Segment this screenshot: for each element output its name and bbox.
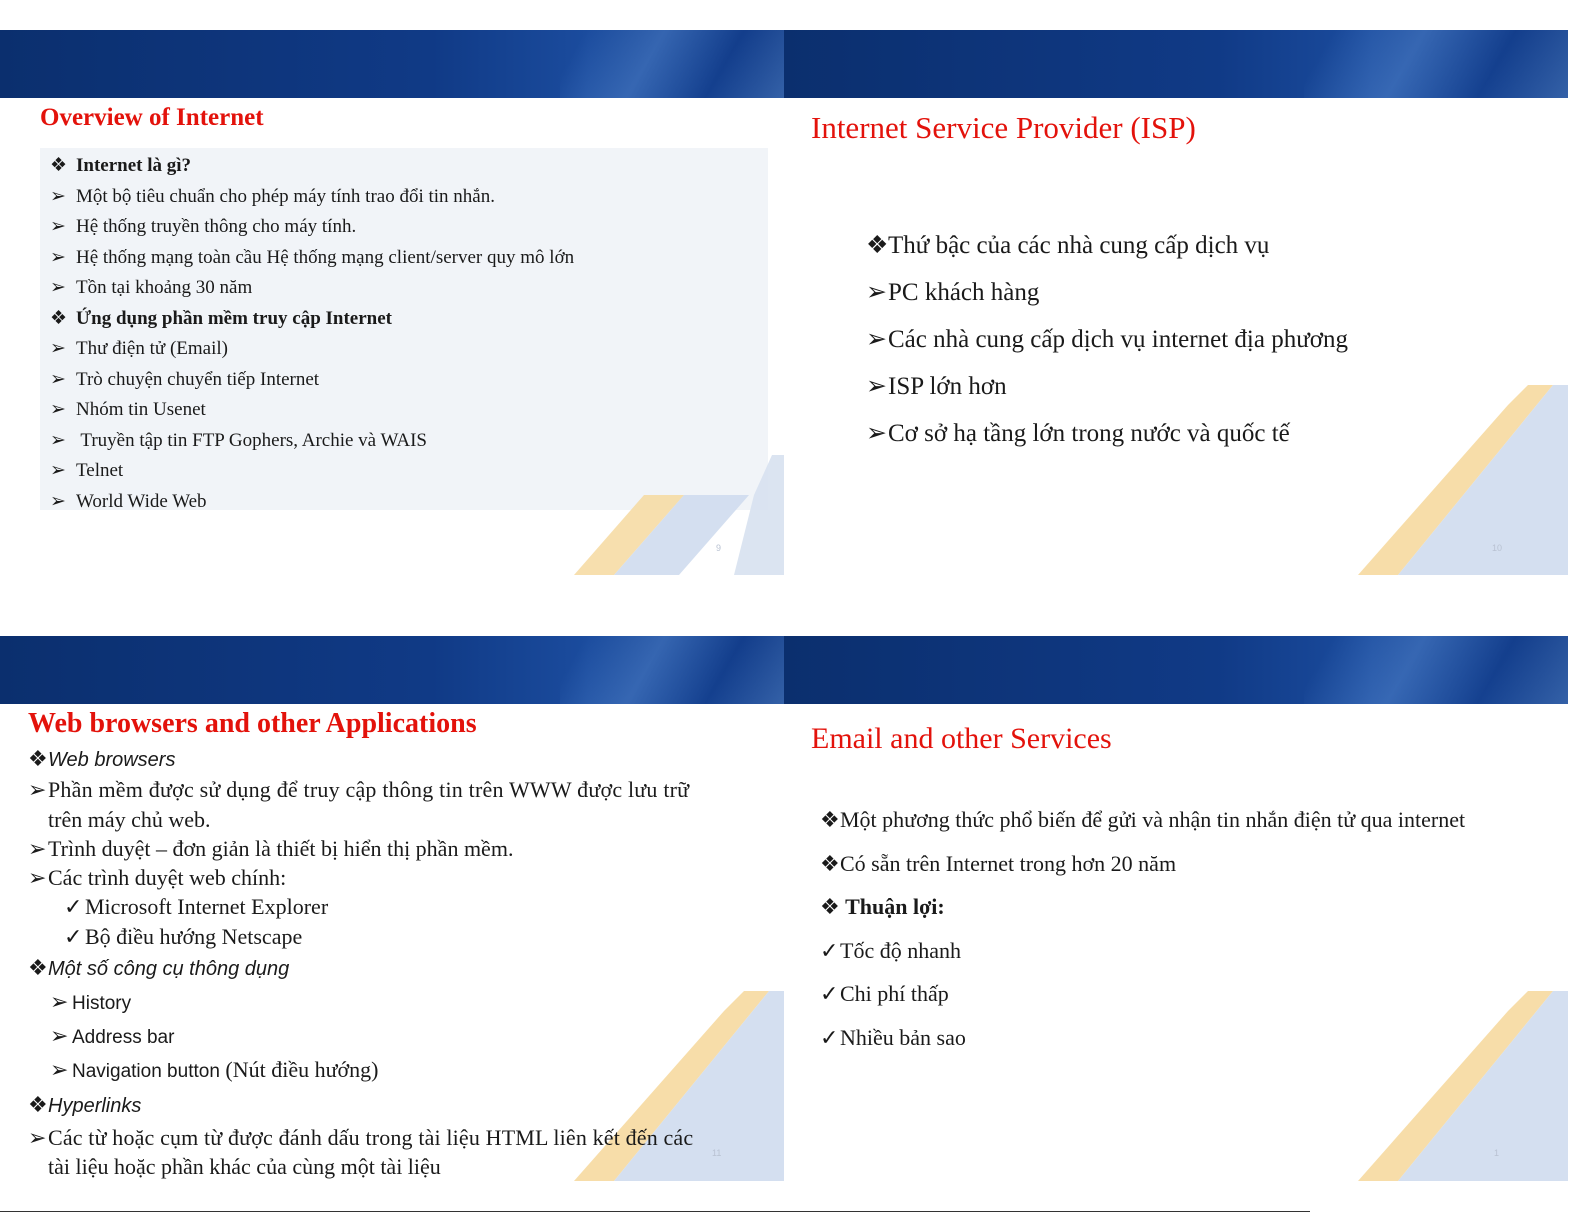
- bullet-text: Một phương thức phổ biến để gửi và nhận tin nhắn điện tử qua internet: [840, 807, 1466, 832]
- bullet-marker: ❖: [28, 746, 48, 771]
- arrow-marker: ➢: [50, 460, 66, 481]
- bullet-line: [50, 243, 574, 274]
- corner-stripes-decoration: [1358, 385, 1568, 575]
- check-icon: ✓: [64, 923, 83, 949]
- bullet-marker: ❖: [50, 155, 68, 176]
- bullet-text: Navigation button: [72, 1061, 220, 1083]
- bullet-text: Tồn tại khoảng 30 năm: [76, 277, 253, 298]
- slide-title: Overview of Internet: [40, 104, 264, 131]
- bullet-text: Bộ điều hướng Netscape: [85, 923, 303, 949]
- bullet-line: [820, 885, 1465, 929]
- page-number: 10: [1492, 543, 1503, 553]
- arrow-marker: ➢: [50, 1057, 69, 1083]
- bullet-line: [50, 365, 574, 396]
- bullet-line: [28, 744, 693, 775]
- bullet-text: Web browsers: [48, 749, 176, 771]
- bullet-text: PC khách hàng: [888, 279, 1040, 306]
- bullet-line: [50, 182, 574, 213]
- arrow-marker: ➢: [50, 246, 66, 268]
- page-bottom-rule: [0, 1211, 1310, 1212]
- bullet-text: ISP lớn hơn: [888, 373, 1007, 400]
- bullet-text: tài liệu hoặc phần khác của cùng một tài liệu: [48, 1154, 441, 1180]
- slide-title: Email and other Services: [811, 722, 1112, 755]
- bullet-line: [50, 273, 574, 304]
- bullet-text: Thư điện tử (Email): [76, 338, 228, 359]
- arrow-marker: ➢: [866, 373, 887, 400]
- bullet-line: [28, 805, 693, 834]
- check-icon: ✓: [820, 1024, 839, 1050]
- slide-banner: [0, 636, 784, 704]
- arrow-marker: ➢: [50, 399, 66, 420]
- bullet-text: Hệ thống truyền thông cho máy tính.: [76, 216, 357, 237]
- bullet-text: Nhóm tin Usenet: [76, 399, 206, 420]
- bullet-list: [28, 744, 693, 1181]
- bullet-line: [820, 798, 1465, 842]
- slide-email-services: [784, 636, 1568, 1181]
- bullet-text: Chi phí thấp: [840, 981, 949, 1006]
- slide-internet-service-provider: [784, 30, 1568, 575]
- slide-web-browsers: [0, 636, 784, 1181]
- bullet-list: [50, 151, 574, 517]
- arrow-marker: ➢: [50, 989, 69, 1015]
- slide-title: Internet Service Provider (ISP): [811, 110, 1196, 145]
- arrow-marker: ➢: [28, 1125, 47, 1151]
- arrow-marker: ➢: [50, 1023, 69, 1049]
- bullet-text: Có sẵn trên Internet trong hơn 20 năm: [840, 850, 1177, 876]
- bullet-line: [28, 834, 693, 863]
- bullet-text: Một bộ tiêu chuẩn cho phép máy tính trao đổi tin nhắn.: [76, 185, 495, 207]
- bullet-line: [50, 212, 574, 243]
- slide-banner: [784, 30, 1568, 98]
- arrow-marker: ➢: [28, 865, 47, 891]
- bullet-text: World Wide Web: [76, 490, 207, 512]
- arrow-marker: ➢: [50, 490, 66, 512]
- bullet-line: [820, 929, 1465, 973]
- bullet-text: Ứng dụng phần mềm truy cập Internet: [76, 307, 392, 329]
- arrow-marker: ➢: [28, 777, 47, 803]
- bullet-text: Các từ hoặc cụm từ được đánh dấu trong tài liệu HTML liên kết đến các: [48, 1125, 694, 1151]
- arrow-marker: ➢: [866, 420, 887, 447]
- bullet-text: Telnet: [76, 460, 124, 481]
- page-number: 9: [716, 543, 722, 553]
- bullet-line: [866, 316, 1348, 363]
- bullet-line: [866, 410, 1348, 457]
- bullet-text: Phần mềm được sử dụng để truy cập thông tin trên WWW được lưu trữ: [48, 777, 690, 803]
- slide-overview-of-internet: [0, 30, 784, 575]
- bullet-marker: ❖: [820, 850, 840, 876]
- bullet-line: [28, 951, 693, 986]
- bullet-line: [28, 1123, 693, 1152]
- arrow-marker: ➢: [50, 216, 66, 237]
- corner-stripes-decoration: [1358, 991, 1568, 1181]
- bullet-line: [50, 334, 574, 365]
- bullet-line: [820, 842, 1465, 886]
- bullet-line: [28, 1088, 693, 1123]
- page-number: 1: [1494, 1148, 1500, 1158]
- bullet-line: [28, 1020, 693, 1054]
- bullet-text: Truyền tập tin FTP Gophers, Archie và WAIS: [76, 429, 427, 451]
- arrow-marker: ➢: [28, 835, 47, 861]
- bullet-line: [28, 775, 693, 804]
- bullet-suffix: (Nút điều hướng): [219, 1057, 379, 1083]
- bullet-line: [50, 151, 574, 182]
- bullet-text: Một số công cụ thông dụng: [48, 958, 290, 981]
- bullet-line: [28, 922, 693, 951]
- bullet-line: [866, 269, 1348, 316]
- bullet-text: Thứ bậc của các nhà cung cấp dịch vụ: [888, 232, 1270, 259]
- bullet-text: Hyperlinks: [48, 1095, 142, 1118]
- arrow-marker: ➢: [50, 277, 66, 298]
- bullet-line: [28, 892, 693, 921]
- arrow-marker: ➢: [50, 429, 66, 451]
- bullet-line: [28, 863, 693, 892]
- slide-banner: [0, 30, 784, 98]
- slide-title: Web browsers and other Applications: [28, 708, 477, 739]
- bullet-text: Tốc độ nhanh: [840, 937, 961, 963]
- bullet-line: [50, 426, 574, 457]
- check-icon: ✓: [820, 937, 839, 963]
- check-icon: ✓: [820, 981, 839, 1006]
- bullet-text: Microsoft Internet Explorer: [85, 894, 329, 920]
- bullet-line: [866, 222, 1348, 269]
- bullet-text: History: [72, 993, 132, 1015]
- bullet-marker: ❖: [866, 232, 889, 259]
- bullet-text: Các nhà cung cấp dịch vụ internet địa phương: [888, 326, 1348, 353]
- bullet-marker: ❖: [50, 307, 68, 329]
- bullet-text: Trò chuyện chuyển tiếp Internet: [76, 368, 320, 390]
- bullet-text: Address bar: [72, 1027, 175, 1049]
- bullet-line: [28, 1054, 693, 1088]
- bullet-text: Trình duyệt – đơn giản là thiết bị hiển thị phần mềm.: [48, 835, 514, 861]
- bullet-text: Nhiều bản sao: [840, 1024, 966, 1050]
- corner-stripes-decoration: [574, 385, 784, 575]
- bullet-text: Thuận lợi:: [840, 894, 945, 919]
- bullet-line: [50, 456, 574, 487]
- page-number: 11: [712, 1148, 722, 1158]
- bullet-marker: ❖: [28, 1092, 48, 1118]
- bullet-line: [28, 986, 693, 1020]
- bullet-marker: ❖: [820, 894, 840, 919]
- check-icon: ✓: [64, 894, 83, 920]
- bullet-text: trên máy chủ web.: [48, 806, 211, 832]
- bullet-line: [50, 304, 574, 335]
- bullet-list: [866, 222, 1348, 457]
- arrow-marker: ➢: [866, 326, 887, 353]
- bullet-text: Cơ sở hạ tầng lớn trong nước và quốc tế: [888, 420, 1290, 447]
- arrow-marker: ➢: [866, 279, 887, 306]
- bullet-text: Internet là gì?: [76, 155, 192, 176]
- bullet-line: [50, 487, 574, 518]
- bullet-text: Các trình duyệt web chính:: [48, 865, 287, 891]
- arrow-marker: ➢: [50, 368, 66, 390]
- arrow-marker: ➢: [50, 185, 66, 207]
- bullet-line: [28, 1152, 693, 1181]
- bullet-marker: ❖: [28, 955, 48, 981]
- bullet-marker: ❖: [820, 807, 840, 832]
- slide-banner: [784, 636, 1568, 704]
- bullet-line: [866, 363, 1348, 410]
- arrow-marker: ➢: [50, 338, 66, 359]
- bullet-text: Hệ thống mạng toàn cầu Hệ thống mạng client/server quy mô lớn: [76, 246, 575, 268]
- bullet-line: [50, 395, 574, 426]
